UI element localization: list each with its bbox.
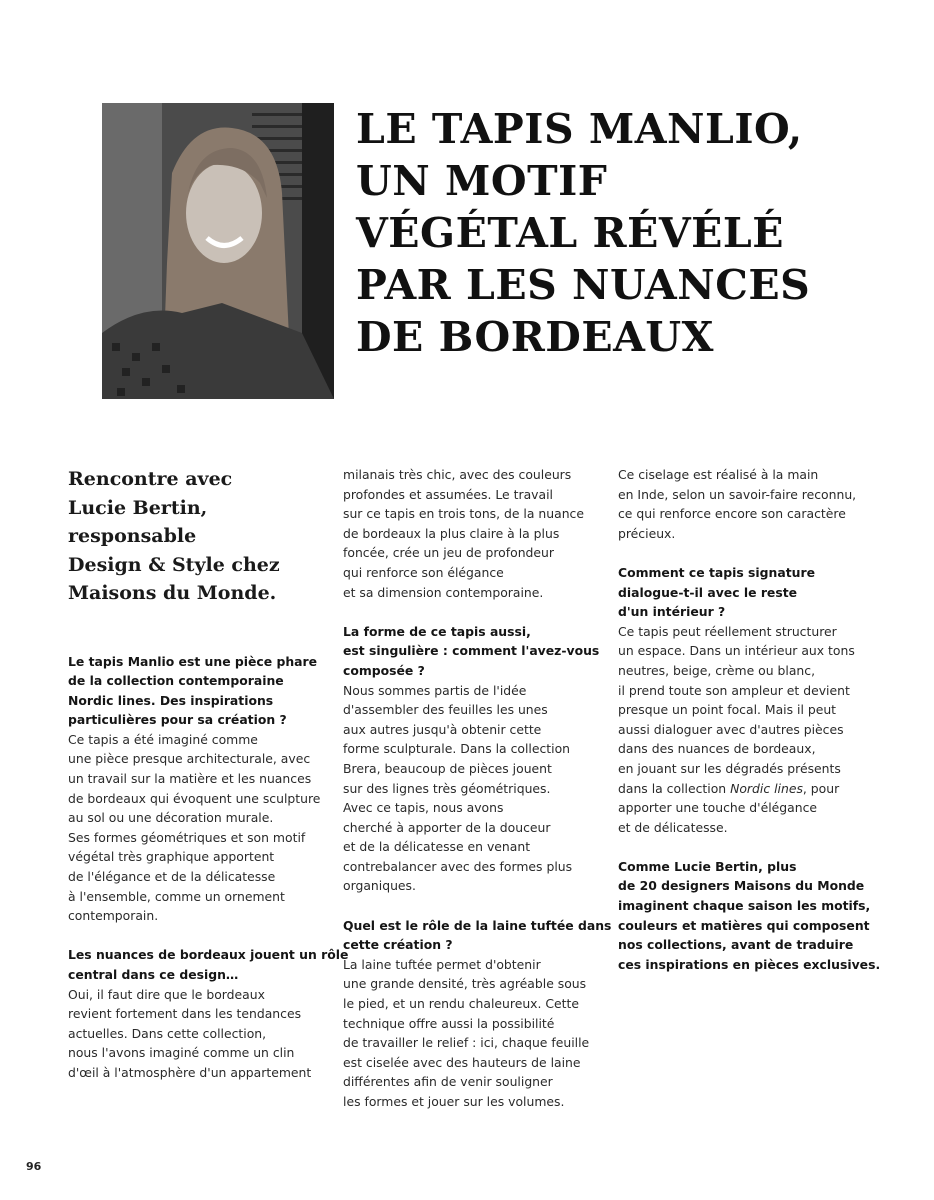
- answer-2-continued: [343, 465, 605, 602]
- closing-paragraph: [618, 857, 880, 975]
- text-line: nous l'avons imaginé comme un clin: [68, 1045, 295, 1061]
- text-line: La forme de ce tapis aussi,: [343, 623, 531, 639]
- intro-line: Lucie Bertin,: [68, 496, 208, 519]
- text-line: et sa dimension contemporaine.: [343, 584, 544, 600]
- text-line: Nordic lines. Des inspirations: [68, 692, 274, 708]
- text-line: actuelles. Dans cette collection,: [68, 1025, 267, 1041]
- text-line: Les nuances de bordeaux jouent un rôle: [68, 947, 349, 963]
- text-line: foncée, crée un jeu de profondeur: [343, 545, 554, 561]
- text-line: nos collections, avant de traduire: [618, 937, 854, 953]
- text-column-3: [618, 465, 880, 974]
- question-2: [68, 945, 349, 984]
- text-column-2: [343, 465, 612, 1112]
- text-line: différentes afin de venir souligner: [343, 1074, 553, 1090]
- text-line: de 20 designers Maisons du Monde: [618, 878, 865, 894]
- text-line: Ce ciselage est réalisé à la main: [618, 467, 819, 482]
- text-line: et de la délicatesse en venant: [343, 839, 531, 855]
- article-headline: [356, 103, 916, 363]
- collection-name: Nordic lines: [730, 780, 803, 796]
- text-line: Quel est le rôle de la laine tuftée dans: [343, 917, 612, 933]
- text-line: à l'ensemble, comme un ornement: [68, 888, 285, 904]
- text-line: Brera, beaucoup de pièces jouent: [343, 760, 552, 776]
- text-line: profondes et assumées. Le travail: [343, 486, 553, 502]
- text-line: ces inspirations en pièces exclusives.: [618, 956, 881, 972]
- question-5: [618, 563, 880, 622]
- text-line: contemporain.: [68, 908, 159, 924]
- text-line: précieux.: [618, 525, 676, 541]
- headline-line: LE TAPIS MANLIO,: [356, 105, 803, 153]
- text-line: de travailler le relief : ici, chaque feuille: [343, 1035, 590, 1051]
- text-line: Comme Lucie Bertin, plus: [618, 858, 797, 874]
- question-1: [68, 652, 330, 730]
- text-line: dans des nuances de bordeaux,: [618, 741, 816, 757]
- text-line: est singulière : comment l'avez-vous: [343, 643, 600, 659]
- answer-4-continued: [618, 465, 880, 543]
- text-line: organiques.: [343, 878, 416, 894]
- page-number: 96: [26, 1160, 42, 1173]
- text-line: sur des lignes très géométriques.: [343, 780, 551, 796]
- text-line: La laine tuftée permet d'obtenir: [343, 956, 541, 972]
- question-4: [343, 916, 612, 955]
- text-line: Comment ce tapis signature: [618, 564, 815, 580]
- text-column-1: [68, 465, 349, 1083]
- text-line: un espace. Dans un intérieur aux tons: [618, 643, 855, 659]
- text-line: en Inde, selon un savoir-faire reconnu,: [618, 486, 857, 502]
- text-line: Ce tapis a été imaginé comme: [68, 731, 258, 747]
- text-line: une pièce presque architecturale, avec: [68, 751, 311, 767]
- text-line: de la collection contemporaine: [68, 673, 284, 689]
- answer-3: [343, 681, 605, 897]
- text-line: de bordeaux qui évoquent une sculpture: [68, 790, 321, 806]
- text-line: les formes et jouer sur les volumes.: [343, 1094, 565, 1109]
- text-fragment: dans la collection: [618, 780, 731, 796]
- text-line: de l'élégance et de la délicatesse: [68, 869, 276, 885]
- text-line: de bordeaux la plus claire à la plus: [343, 525, 560, 541]
- text-line: aussi dialoguer avec d'autres pièces: [618, 721, 844, 737]
- text-line: apporter une touche d'élégance: [618, 800, 818, 816]
- text-line: couleurs et matières qui composent: [618, 917, 870, 933]
- text-line: un travail sur la matière et les nuances: [68, 771, 312, 787]
- text-line: et de délicatesse.: [618, 819, 728, 835]
- text-line: cherché à apporter de la douceur: [343, 819, 551, 835]
- text-line: d'œil à l'atmosphère d'un appartement: [68, 1064, 312, 1080]
- text-line: forme sculpturale. Dans la collection: [343, 741, 571, 757]
- intro-line: Maisons du Monde.: [68, 582, 277, 604]
- text-fragment: , pour: [802, 780, 840, 796]
- text-line: végétal très graphique apportent: [68, 849, 275, 865]
- text-line: en jouant sur les dégradés présents: [618, 760, 841, 776]
- intro-heading: [68, 465, 330, 608]
- text-line: dialogue-t-il avec le reste: [618, 584, 798, 600]
- text-line: aux autres jusqu'à obtenir cette: [343, 721, 542, 737]
- text-line: d'un intérieur ?: [618, 604, 726, 620]
- text-line: contrebalancer avec des formes plus: [343, 858, 573, 874]
- text-line: une grande densité, très agréable sous: [343, 976, 587, 992]
- text-line: au sol ou une décoration murale.: [68, 810, 274, 826]
- text-line: presque un point focal. Mais il peut: [618, 702, 837, 718]
- text-line: Avec ce tapis, nous avons: [343, 800, 504, 816]
- text-line: cette création ?: [343, 937, 453, 953]
- text-line: milanais très chic, avec des couleurs: [343, 467, 572, 482]
- text-line: qui renforce son élégance: [343, 564, 504, 580]
- headline-line: DE BORDEAUX: [356, 313, 714, 361]
- text-line: ce qui renforce encore son caractère: [618, 506, 846, 522]
- text-line: le pied, et un rendu chaleureux. Cette: [343, 996, 579, 1012]
- answer-1: [68, 730, 330, 926]
- text-line: central dans ce design…: [68, 967, 239, 982]
- text-line: composée ?: [343, 662, 425, 678]
- question-3: [343, 622, 605, 681]
- text-line: d'assembler des feuilles les unes: [343, 702, 548, 718]
- text-line: [618, 779, 880, 799]
- portrait-photo: [102, 103, 334, 399]
- answer-5: [618, 622, 880, 838]
- headline-line: UN MOTIF: [356, 157, 608, 205]
- text-line: est ciselée avec des hauteurs de laine: [343, 1054, 581, 1070]
- text-line: il prend toute son ampleur et devient: [618, 682, 850, 698]
- text-line: Nous sommes partis de l'idée: [343, 682, 527, 698]
- text-line: Ses formes géométriques et son motif: [68, 829, 306, 845]
- intro-line: responsable: [68, 525, 197, 547]
- text-line: revient fortement dans les tendances: [68, 1006, 302, 1022]
- answer-2: [68, 985, 330, 1083]
- text-line: Ce tapis peut réellement structurer: [618, 623, 837, 639]
- text-line: particulières pour sa création ?: [68, 712, 287, 728]
- intro-line: Rencontre avec: [68, 468, 233, 490]
- headline-line: PAR LES NUANCES: [356, 261, 811, 309]
- text-line: Le tapis Manlio est une pièce phare: [68, 653, 318, 669]
- text-line: sur ce tapis en trois tons, de la nuance: [343, 506, 584, 522]
- answer-4: [343, 955, 605, 1112]
- intro-line: Design & Style chez: [68, 553, 280, 576]
- text-line: technique offre aussi la possibilité: [343, 1015, 555, 1031]
- text-line: imaginent chaque saison les motifs,: [618, 898, 871, 914]
- headline-line: VÉGÉTAL RÉVÉLÉ: [356, 209, 784, 257]
- text-line: neutres, beige, crème ou blanc,: [618, 662, 816, 678]
- text-line: Oui, il faut dire que le bordeaux: [68, 986, 265, 1002]
